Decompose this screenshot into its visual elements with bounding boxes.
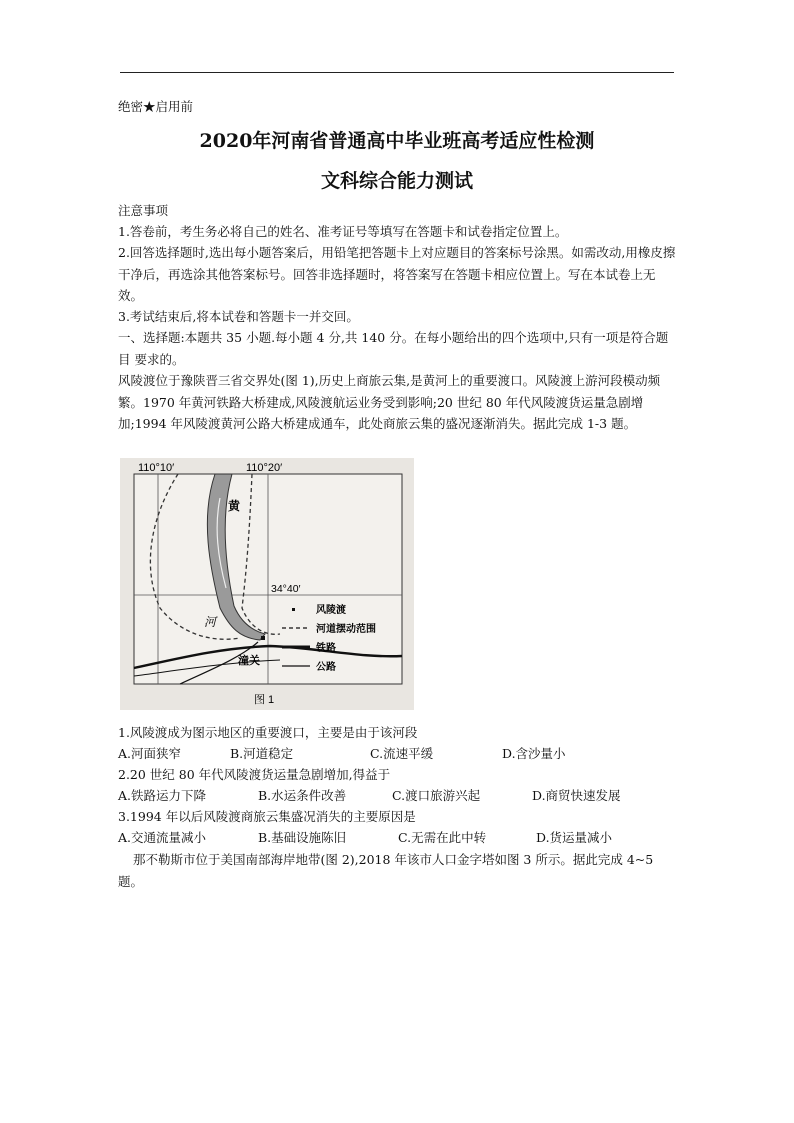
q1-option-d: D.含沙量小 [502, 746, 566, 761]
q3-option-b: B.基础设施陈旧 [258, 830, 347, 845]
town-label: 潼关 [238, 654, 260, 667]
notice-heading: 注意事项 [118, 203, 169, 218]
legend-railway: 铁路 [316, 643, 336, 654]
lon-label-left: 110°10′ [138, 462, 175, 474]
notice-item-1: 1.答卷前，考生务必将自己的姓名、准考证号等填写在答题卡和试卷指定位置上。 [118, 224, 568, 239]
question-2-stem: 2.20 世纪 80 年代风陵渡货运量急剧增加,得益于 [118, 767, 391, 782]
q3-option-a: A.交通流量减小 [118, 830, 207, 845]
legend-fenglingdu: 风陵渡 [316, 605, 346, 616]
q1-option-b: B.河道稳定 [230, 746, 294, 761]
notice-item-3: 3.考试结束后,将本试卷和答题卡一并交回。 [118, 309, 359, 324]
question-3-stem: 3.1994 年以后风陵渡商旅云集盛况消失的主要原因是 [118, 809, 416, 824]
legend-point-symbol [292, 608, 295, 611]
legend-highway: 公路 [316, 662, 336, 673]
legend-swing-range: 河道摆动范围 [316, 624, 376, 635]
q2-option-b: B.水运条件改善 [258, 788, 347, 803]
q1-option-c: C.流速平缓 [370, 746, 434, 761]
exam-subtitle: 文科综合能力测试 [320, 170, 473, 192]
exam-title: 2020年河南省普通高中毕业班高考适应性检测 [199, 130, 595, 152]
lat-label: 34°40′ [271, 583, 301, 595]
q2-option-d: D.商贸快速发展 [532, 788, 621, 803]
q3-option-c: C.无需在此中转 [398, 830, 487, 845]
header-rule [120, 72, 674, 73]
figure-1-map [120, 458, 414, 710]
q2-option-c: C.渡口旅游兴起 [392, 788, 481, 803]
figure-caption: 图 1 [254, 694, 275, 706]
fenglingdu-point [261, 636, 265, 640]
q1-option-a: A.河面狭窄 [118, 746, 182, 761]
passage-2: 那不勒斯市位于美国南部海岸地带(图 2),2018 年该市人口金字塔如图 3 所示。据此完成 4~5 题。 [118, 852, 654, 889]
river-label-huang: 黄 [228, 499, 241, 513]
passage-1: 风陵渡位于豫陕晋三省交界处(图 1),历史上商旅云集,是黄河上的重要渡口。风陵渡上游河段模动频繁。1970 年黄河铁路大桥建成,风陵渡航运业务受到影响;20 世纪 80 年代风陵渡货运量急剧增加;1994 年风陵渡黄河公路大桥建成通车，此处商旅云集的盛况逐渐消失。据此完成 1-3 题。 [118, 373, 661, 431]
q2-option-a: A.铁路运力下降 [118, 788, 207, 803]
secret-mark: 绝密★启用前 [118, 99, 194, 114]
question-1-stem: 1.风陵渡成为图示地区的重要渡口，主要是由于该河段 [118, 725, 418, 740]
q3-option-d: D.货运量减小 [536, 830, 613, 845]
notice-item-2: 2.回答选择题时,选出每小题答案后，用铅笔把答题卡上对应题目的答案标号涂黑。如需改动,用橡皮擦干净后，再选涂其他答案标号。回答非选择题时，将答案写在答题卡相应位置上。写在本试卷上无效。 [118, 245, 676, 303]
lon-label-right: 110°20′ [246, 462, 283, 474]
section-intro: 一、选择题:本题共 35 小题.每小题 4 分,共 140 分。在每小题给出的四个选项中,只有一项是符合题目 要求的。 [118, 330, 669, 367]
river-label-he: 河 [204, 615, 217, 629]
